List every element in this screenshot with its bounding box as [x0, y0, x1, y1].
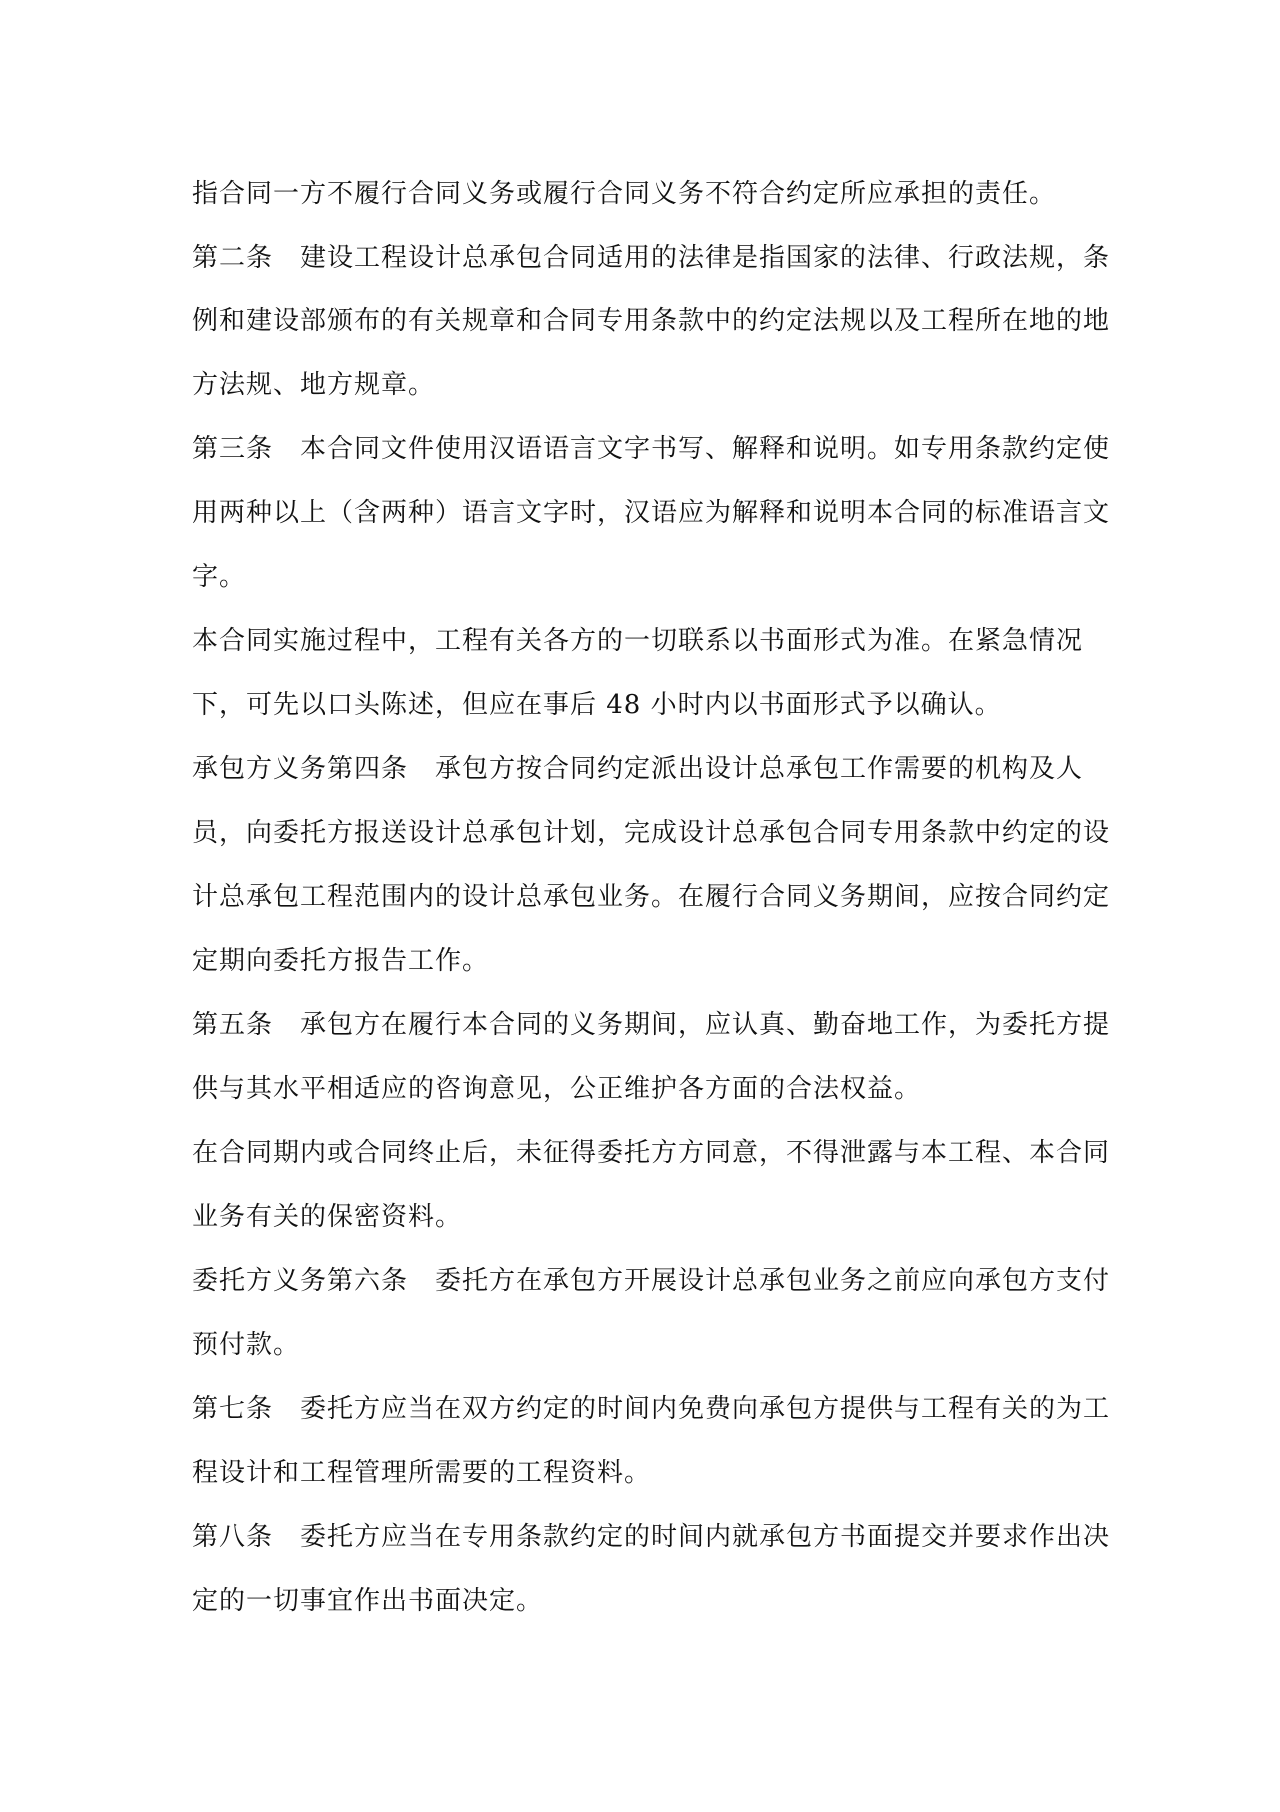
text-line: 字。: [192, 562, 247, 592]
text-line: 第八条 委托方应当在专用条款约定的时间内就承包方书面提交并要求作出决: [192, 1522, 1111, 1552]
text-line: 本合同实施过程中，工程有关各方的一切联系以书面形式为准。在紧急情况: [192, 626, 1084, 656]
text-line: 下，可先以口头陈述，但应在事后 48 小时内以书面形式予以确认。: [192, 690, 1002, 720]
text-line: 定期向委托方报告工作。: [192, 946, 490, 976]
text-line: 委托方义务第六条 委托方在承包方开展设计总承包业务之前应向承包方支付: [192, 1266, 1111, 1296]
text-line: 第三条 本合同文件使用汉语语言文字书写、解释和说明。如专用条款约定使: [192, 434, 1111, 464]
text-line: 例和建设部颁布的有关规章和合同专用条款中的约定法规以及工程所在地的地: [192, 306, 1111, 336]
text-line: 第二条 建设工程设计总承包合同适用的法律是指国家的法律、行政法规，条: [192, 243, 1111, 273]
text-line: 定的一切事宜作出书面决定。: [192, 1586, 544, 1616]
text-line: 程设计和工程管理所需要的工程资料。: [192, 1458, 652, 1488]
text-line: 第五条 承包方在履行本合同的义务期间，应认真、勤奋地工作，为委托方提: [192, 1010, 1111, 1040]
text-line: 业务有关的保密资料。: [192, 1202, 463, 1232]
text-line: 员，向委托方报送设计总承包计划，完成设计总承包合同专用条款中约定的设: [192, 818, 1111, 848]
text-line: 用两种以上（含两种）语言文字时，汉语应为解释和说明本合同的标准语言文: [192, 498, 1111, 528]
text-line: 承包方义务第四条 承包方按合同约定派出设计总承包工作需要的机构及人: [192, 754, 1084, 784]
text-line: 方法规、地方规章。: [192, 370, 436, 400]
text-line: 供与其水平相适应的咨询意见，公正维护各方面的合法权益。: [192, 1074, 922, 1104]
text-line: 指合同一方不履行合同义务或履行合同义务不符合约定所应承担的责任。: [192, 179, 1057, 209]
text-line: 第七条 委托方应当在双方约定的时间内免费向承包方提供与工程有关的为工: [192, 1394, 1111, 1424]
text-line: 在合同期内或合同终止后，未征得委托方方同意，不得泄露与本工程、本合同: [192, 1138, 1111, 1168]
text-line: 计总承包工程范围内的设计总承包业务。在履行合同义务期间，应按合同约定: [192, 882, 1111, 912]
text-line: 预付款。: [192, 1330, 301, 1360]
